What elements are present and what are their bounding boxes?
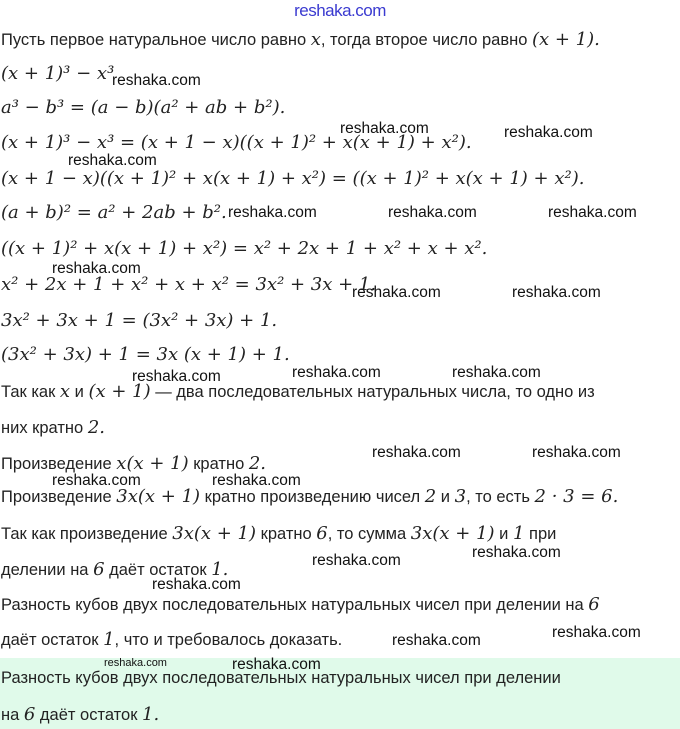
watermark: reshaka.com <box>112 72 201 89</box>
solution_lines-line <box>1 62 114 86</box>
watermark: reshaka.com <box>552 624 641 641</box>
text-segment: на <box>1 706 24 724</box>
text-segment: Разность кубов двух последовательных натуральных чисел при делении <box>1 669 561 687</box>
watermark: reshaka.com <box>392 632 481 649</box>
math-expression: 3x(x + 1) <box>172 523 257 544</box>
math-expression: ((x + 1)² + x(x + 1) + x²) = x² + 2x + 1 + x² + x + x². <box>1 238 488 259</box>
watermark: reshaka.com <box>232 656 321 673</box>
watermark: reshaka.com <box>352 284 441 301</box>
math-expression: 3 <box>454 486 467 507</box>
watermark: reshaka.com <box>68 152 157 169</box>
solution_lines-line <box>1 96 285 120</box>
math-expression: (x + 1 − x)((x + 1)² + x(x + 1) + x²) = ((x + 1)² + x(x + 1) + x²). <box>1 168 585 189</box>
watermark: reshaka.com <box>52 260 141 277</box>
watermark: reshaka.com <box>548 204 637 221</box>
text-segment: Разность кубов двух последовательных натуральных чисел при делении на <box>1 596 589 614</box>
solution_lines-line <box>1 380 595 404</box>
math-expression: (x + 1) <box>88 381 151 402</box>
text-segment: кратно произведению чисел <box>200 488 425 506</box>
text-segment: , тогда второе число равно <box>320 31 532 49</box>
math-expression: (3x² + 3x) + 1 = 3x (x + 1) + 1. <box>1 344 290 365</box>
math-expression: x <box>59 381 71 402</box>
solution_lines-line <box>1 167 584 191</box>
text-segment: — два последовательных натуральных числа, то одно из <box>150 383 595 401</box>
math-expression: x <box>310 29 321 50</box>
watermark: reshaka.com <box>504 124 593 141</box>
math-expression: 2. <box>87 417 105 438</box>
math-expression: 1. <box>142 704 160 725</box>
solution_lines-line <box>1 28 600 52</box>
text-segment: и <box>436 488 455 506</box>
math-expression: 1 <box>512 523 525 544</box>
text-segment: Так как произведение <box>1 525 173 543</box>
solution_lines-line <box>1 309 277 333</box>
text-segment: Так как <box>1 383 60 401</box>
watermark: reshaka.com <box>152 576 241 593</box>
watermark: reshaka.com <box>212 472 301 489</box>
math-expression: 2 <box>424 486 437 507</box>
text-segment: даёт остаток <box>35 706 142 724</box>
math-expression: 6 <box>93 559 105 580</box>
watermark: reshaka.com <box>292 364 381 381</box>
watermark: reshaka.com <box>132 368 221 385</box>
math-expression: 3x(x + 1) <box>410 523 495 544</box>
math-expression: (x + 1). <box>531 29 600 50</box>
solution_lines-line <box>1 416 105 440</box>
math-expression: (x + 1)³ − x³ = (x + 1 − x)((x + 1)² + x(x + 1) + x²). <box>1 132 472 153</box>
watermark: reshaka.com <box>472 544 561 561</box>
math-expression: 6 <box>23 704 36 725</box>
math-expression: (a + b)² = a² + 2ab + b². <box>1 202 227 223</box>
text-segment: даёт остаток <box>1 631 104 649</box>
text-segment: кратно <box>256 525 317 543</box>
solution_lines-line <box>1 628 342 652</box>
text-segment: даёт остаток <box>104 561 212 579</box>
text-segment: , то есть <box>466 488 535 506</box>
math-expression: x² + 2x + 1 + x² + x + x² = 3x² + 3x + 1. <box>1 274 377 295</box>
math-expression: 3x² + 3x + 1 = (3x² + 3x) + 1. <box>1 310 278 331</box>
text-segment: при <box>524 525 557 543</box>
text-segment: делении на <box>1 561 94 579</box>
math-expression: (x + 1)³ − x³ <box>1 63 115 84</box>
math-expression: 1 <box>103 629 115 650</box>
math-expression: a³ − b³ = (a − b)(a² + ab + b²). <box>1 97 286 118</box>
watermark: reshaka.com <box>52 472 141 489</box>
math-expression: 2 · 3 = 6. <box>534 486 619 507</box>
text-segment: Произведение <box>1 488 117 506</box>
solution_lines-line <box>1 237 487 261</box>
watermark: reshaka.com <box>372 444 461 461</box>
watermark: reshaka.com <box>452 364 541 381</box>
watermark: reshaka.com <box>512 284 601 301</box>
text-segment: Произведение <box>1 455 117 473</box>
watermark: reshaka.com <box>312 552 401 569</box>
math-expression: 3x(x + 1) <box>116 486 201 507</box>
solution_lines-line <box>1 522 556 546</box>
solution_lines-line <box>1 201 227 225</box>
answer_lines-line <box>1 703 159 727</box>
watermark: reshaka.com <box>388 204 477 221</box>
text-segment: , что и требовалось доказать. <box>114 631 343 649</box>
text-segment: них кратно <box>1 419 88 437</box>
solution_lines-line <box>1 593 600 617</box>
math-expression: 2. <box>248 453 267 474</box>
text-segment: кратно <box>188 455 249 473</box>
text-segment: и <box>70 383 89 401</box>
solution_lines-line <box>1 343 290 367</box>
site-header-link[interactable]: reshaka.com <box>294 1 386 20</box>
math-expression: 6 <box>588 594 600 615</box>
math-expression: 6 <box>316 523 328 544</box>
math-expression: x(x + 1) <box>116 453 189 474</box>
watermark: reshaka.com <box>228 204 317 221</box>
text-segment: и <box>494 525 513 543</box>
text-segment: Пусть первое натуральное число равно <box>1 31 311 49</box>
math-expression: 1. <box>211 559 229 580</box>
watermark: reshaka.com <box>104 657 167 669</box>
text-segment: , то сумма <box>327 525 411 543</box>
watermark: reshaka.com <box>340 120 429 137</box>
watermark: reshaka.com <box>532 444 621 461</box>
